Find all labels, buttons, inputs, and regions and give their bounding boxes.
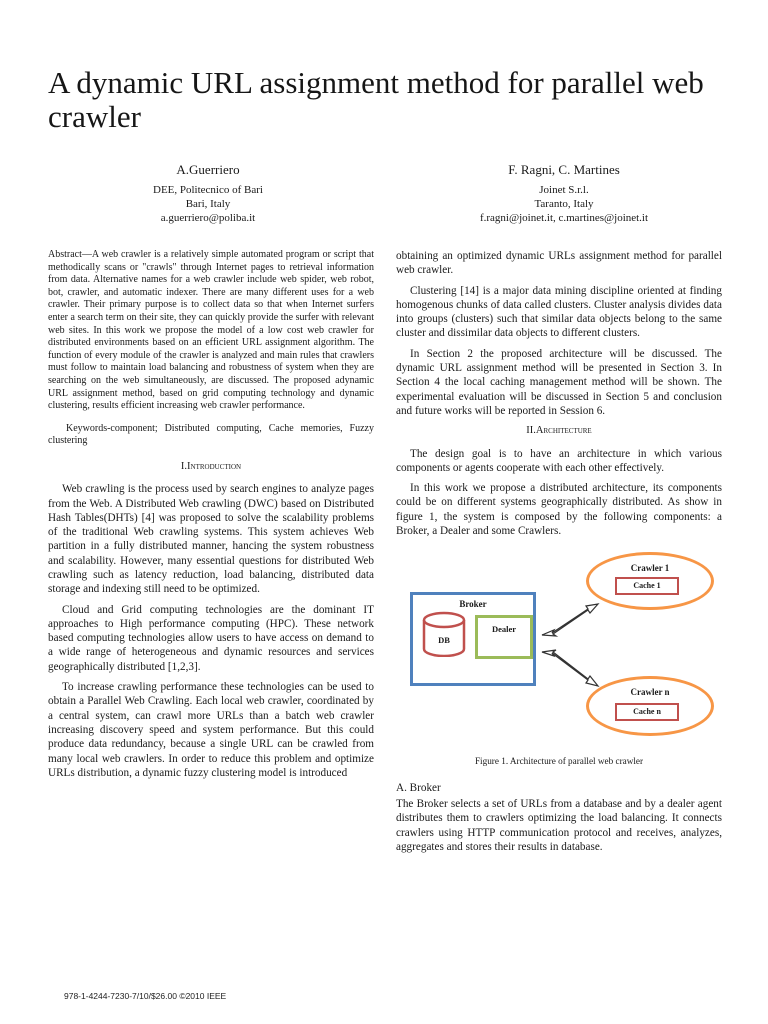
arrow-broker-crawler1	[542, 604, 598, 636]
dealer-label: Dealer	[491, 624, 517, 635]
paragraph: Cloud and Grid computing technologies are the dominant IT approaches to High performance computing (HPC). These network based computing technologies allow users to have access on demand to a wide range of heterogeneous and dynamic resources and services geographically distributed [1,2,3].	[48, 603, 374, 673]
paragraph: obtaining an optimized dynamic URLs assignment method for parallel web crawler.	[396, 250, 722, 277]
paragraph: The Broker selects a set of URLs from a database and by a dealer agent distributes them to crawlers optimizing the load balancing. It connects crawlers using HTTP communication protocol and receives, analyzes, aggregates and stores their results in database.	[396, 797, 722, 853]
author-affiliation: DEE, Politecnico of Bari	[153, 184, 263, 196]
right-column	[396, 249, 722, 860]
author-affiliation: Joinet S.r.l.	[539, 184, 589, 196]
abstract: Abstract—A web crawler is a relatively simple automated program or script that methodically scans or "crawls" through Internet pages to retrieval information from data. Alternative names for a web crawler include web spider, web robot, bot, crawler, and automatic indexer. There are many different uses for a web crawler. Their primary purpose is to collect data so that when Internet surfers enter a search term on their site, they can quickly provide the surfer with relevant web sites. In this work we propose the model of a low cost web crawler for distributed environments based on an efficient URL assignment algorithm. The function of every module of the crawler is analyzed and main rules that crawlers must follow to maintain load balancing and robustness of system when they are searching on the web simultaneously, are discussed. The proposed adynamic URL assignment method, based on grid computing technology and dynamic clustering, results efficient increasing web crawler performance.	[48, 249, 374, 412]
author-block-right	[444, 163, 684, 225]
paragraph: To increase crawling performance these technologies can be used to obtain a Parallel Web Crawling. Each local web crawler, coordinated by a central system, can crawl more URLs than a batch web crawler increasing discovery speed and system performance. But this could produce data redundancy, because a single URL can be crawled from many local web crawlers. In order to reduce this problem and optimize URLs distribution, a dynamic fuzzy clustering model is introduced	[48, 681, 374, 779]
crawler-1-node	[586, 552, 714, 610]
db-label: DB	[438, 635, 450, 646]
author-block-left	[88, 163, 328, 225]
keywords: Keywords-component; Distributed computing, Cache memories, Fuzzy clustering	[48, 422, 374, 447]
paragraph: In Section 2 the proposed architecture will be discussed. The dynamic URL assignment method will be presented in Section 3. In Section 4 the local caching management method will be shown. The experimental evaluation will be discussed in Section 5 and conclusion and future works will be reported in Session 6.	[396, 347, 722, 417]
crawler-n-label: Crawler n	[630, 687, 670, 698]
cache-n-box: Cache n	[615, 703, 679, 721]
crawler-1-label: Crawler 1	[630, 563, 670, 574]
section-heading-introduction: I.Introduction	[180, 460, 242, 472]
copyright-footer: 978-1-4244-7230-7/10/$26.00 ©2010 IEEE	[64, 991, 227, 1001]
author-name: F. Ragni, C. Martines	[508, 162, 620, 177]
figure-caption: Figure 1. Architecture of parallel web crawler	[474, 756, 644, 767]
paragraph: Clustering [14] is a major data mining discipline oriented at finding homogenous chunks of data called clusters. Cluster analysis divides data into groups (clusters) such that similar data objects belong to the same cluster and dissimilar data objects to different clusters.	[396, 284, 722, 340]
crawler-n-node	[586, 676, 714, 736]
arrow-broker-crawlern	[542, 650, 598, 686]
architecture-figure	[396, 552, 722, 748]
subsection-heading-broker: A. Broker	[396, 781, 441, 794]
paragraph: Web crawling is the process used by search engines to analyze pages from the Web. A Distributed Web crawling (DWC) based on Distributed Hash Tables(DHTs) [4] was proposed to solve the scalability problems of the traditional Web crawling systems. This system achieves Web partition in a fully distributed manner, hancing the system robustness and scalability. However, many essential questions for distributed Web crawling such as latency reduction, load balancing, distributed data storage and indexing still need to be optimized.	[48, 483, 374, 596]
section-heading-architecture: II.Architecture	[526, 425, 592, 437]
author-location: Bari, Italy	[185, 198, 231, 210]
dealer-box	[475, 615, 533, 659]
paper-title: A dynamic URL assignment method for parallel web crawler	[48, 65, 704, 134]
left-column	[48, 249, 374, 786]
author-location: Taranto, Italy	[534, 198, 594, 210]
broker-label: Broker	[459, 599, 487, 610]
author-name: A.Guerriero	[176, 162, 240, 177]
author-email: f.ragni@joinet.it, c.martines@joinet.it	[479, 212, 649, 224]
paragraph: The design goal is to have an architecture in which various components or agents cooperate with each other effectively.	[396, 447, 722, 474]
paragraph: In this work we propose a distributed architecture, its components could be on different systems geographically distributed. As show in figure 1, the system is composed by the following components: a Broker, a Dealer and some Crawlers.	[396, 482, 722, 538]
broker-box	[410, 592, 536, 686]
cache-1-box: Cache 1	[615, 577, 679, 595]
author-email: a.guerriero@poliba.it	[160, 212, 256, 224]
